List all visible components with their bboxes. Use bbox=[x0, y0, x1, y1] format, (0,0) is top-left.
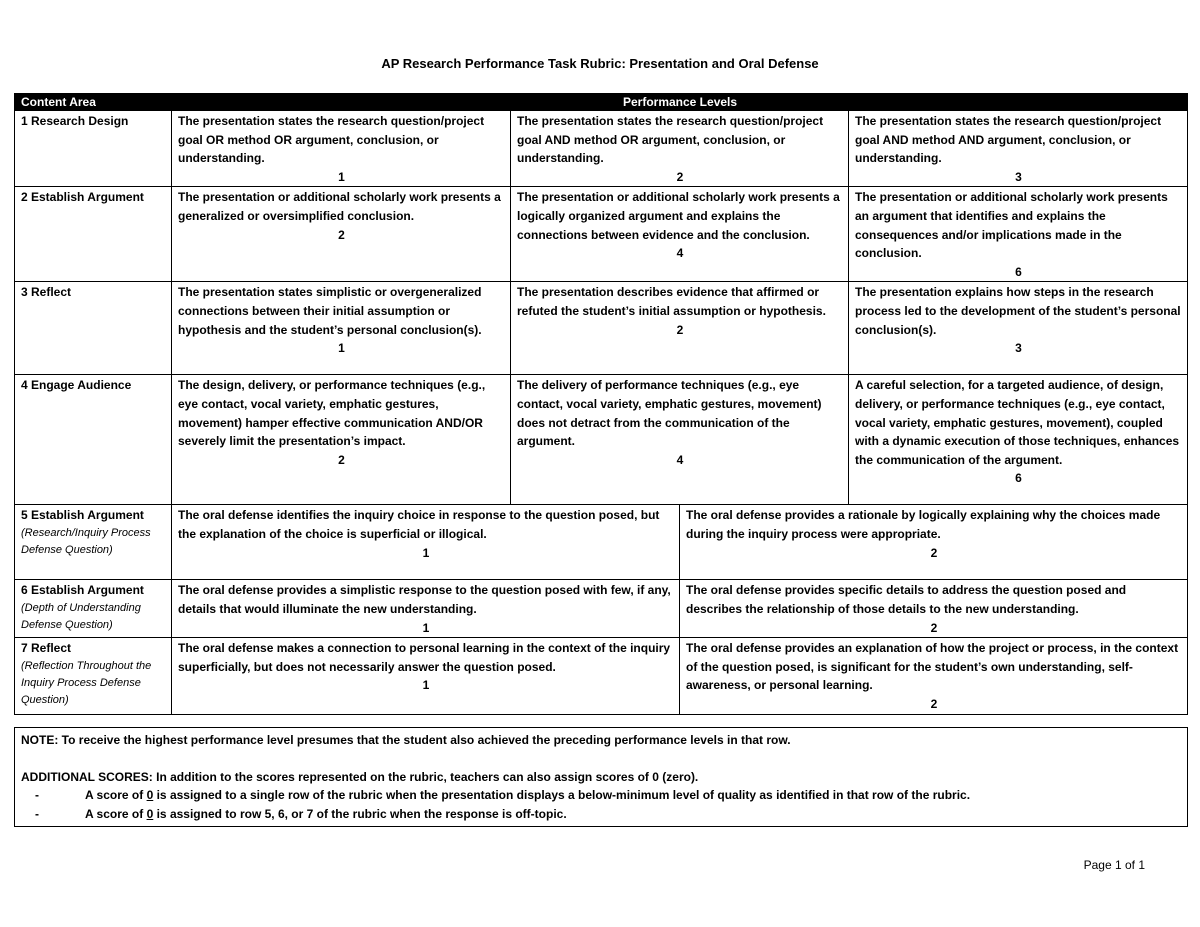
level-cell bbox=[680, 638, 1188, 714]
level-cell bbox=[511, 282, 849, 375]
bullet-text bbox=[85, 805, 567, 824]
level-score: 6 bbox=[1015, 264, 1022, 279]
level-text: The oral defense provides a rationale by logically explaining why the choices made during the inquiry process were appropriate. bbox=[686, 508, 1161, 541]
note-line: NOTE: To receive the highest performance level presumes that the student also achieved the preceding performance levels in that row. bbox=[21, 733, 791, 747]
level-score: 2 bbox=[930, 545, 938, 560]
bullet-item bbox=[21, 805, 1182, 824]
bullet-text-post: is assigned to a single row of the rubric when the presentation displays a below-minimum level of quality as identified in that row of the rubric. bbox=[153, 788, 971, 803]
rubric-row-2 bbox=[15, 187, 1188, 282]
level-text: The presentation explains how steps in the research process led to the development of the student’s personal conclusion(s). bbox=[855, 285, 1181, 337]
rubric-row-4 bbox=[15, 375, 1188, 505]
level-cell bbox=[849, 187, 1188, 282]
rubric-row-7 bbox=[15, 638, 1188, 714]
content-area-label: 7 Reflect bbox=[21, 641, 72, 656]
bullet-dash: - bbox=[35, 806, 39, 821]
level-cell bbox=[680, 505, 1188, 580]
level-score: 2 bbox=[676, 169, 684, 184]
bullet-text-post: is assigned to row 5, 6, or 7 of the rubric when the response is off-topic. bbox=[153, 806, 567, 821]
content-area-label: 6 Establish Argument bbox=[21, 583, 144, 598]
content-area: 3 Reflect bbox=[15, 282, 172, 375]
level-score: 2 bbox=[930, 696, 938, 711]
rubric-row-6 bbox=[15, 580, 1188, 638]
level-cell bbox=[172, 375, 511, 505]
level-cell bbox=[511, 375, 849, 505]
level-score: 2 bbox=[338, 452, 345, 467]
level-cell bbox=[172, 111, 511, 187]
level-text: The presentation or additional scholarly work presents an argument that identifies and explains the consequences and/or implications made in the conclusion. bbox=[855, 190, 1168, 261]
content-area bbox=[15, 580, 172, 638]
level-score: 1 bbox=[422, 620, 430, 635]
rubric-header-row bbox=[15, 94, 1188, 111]
level-text: The oral defense makes a connection to personal learning in the context of the inquiry superficially, but does not necessarily answer the question posed. bbox=[178, 641, 671, 674]
level-score: 3 bbox=[1015, 341, 1022, 356]
header-performance-levels: Performance Levels bbox=[172, 94, 1188, 111]
content-area bbox=[15, 505, 172, 580]
level-score: 2 bbox=[338, 227, 345, 242]
level-cell bbox=[172, 505, 680, 580]
level-cell bbox=[849, 111, 1188, 187]
bullet-text-pre: A score of bbox=[85, 788, 147, 803]
header-content-area: Content Area bbox=[15, 94, 172, 111]
bullet-text bbox=[85, 786, 970, 805]
zero-score: 0 bbox=[146, 806, 154, 821]
content-area-subtitle: (Depth of Understanding Defense Question) bbox=[21, 601, 141, 631]
note-box bbox=[14, 727, 1188, 827]
content-area bbox=[15, 638, 172, 714]
level-text: The presentation states the research question/project goal AND method AND argument, conclusion, or understanding. bbox=[855, 114, 1162, 166]
level-cell bbox=[172, 282, 511, 375]
level-text: The oral defense provides specific details to address the question posed and describes the relationship of those details to the new understanding. bbox=[686, 583, 1127, 616]
level-cell bbox=[849, 375, 1188, 505]
rubric-row-1 bbox=[15, 111, 1188, 187]
level-score: 1 bbox=[338, 169, 345, 184]
content-area: 1 Research Design bbox=[15, 111, 172, 187]
content-area-subtitle: (Research/Inquiry Process Defense Question) bbox=[21, 526, 151, 556]
page-title: AP Research Performance Task Rubric: Presentation and Oral Defense bbox=[381, 56, 819, 71]
level-text: The presentation or additional scholarly work presents a generalized or oversimplified conclusion. bbox=[178, 190, 501, 223]
content-area: 2 Establish Argument bbox=[15, 187, 172, 282]
bullet-text-pre: A score of bbox=[85, 806, 147, 821]
rubric-row-5 bbox=[15, 505, 1188, 580]
level-score: 2 bbox=[930, 620, 938, 635]
level-cell bbox=[172, 580, 680, 638]
content-area-label: 5 Establish Argument bbox=[21, 508, 144, 523]
level-text: The oral defense provides an explanation of how the project or process, in the context of the question posed, is significant for the student’s own understanding, self-awareness, or personal learning. bbox=[686, 641, 1179, 693]
zero-score: 0 bbox=[146, 788, 154, 803]
level-text: The presentation states simplistic or overgeneralized connections between their initial assumption or hypothesis and the student’s personal conclusion(s). bbox=[178, 285, 482, 337]
level-score: 6 bbox=[1015, 471, 1022, 486]
level-score: 1 bbox=[422, 678, 430, 693]
level-cell bbox=[680, 580, 1188, 638]
content-area: 4 Engage Audience bbox=[15, 375, 172, 505]
level-score: 2 bbox=[676, 322, 684, 337]
level-cell bbox=[849, 282, 1188, 375]
level-text: The oral defense identifies the inquiry choice in response to the question posed, but the explanation of the choice is superficial or illogical. bbox=[178, 508, 660, 541]
page-number: Page 1 of 1 bbox=[1083, 858, 1145, 872]
level-text: The presentation or additional scholarly work presents a logically organized argument and explains the connections between evidence and the conclusion. bbox=[517, 190, 840, 242]
level-score: 1 bbox=[338, 341, 345, 356]
level-text: The presentation states the research question/project goal OR method OR argument, conclusion, or understanding. bbox=[178, 114, 485, 166]
level-score: 4 bbox=[676, 452, 684, 467]
rubric-table bbox=[14, 93, 1188, 715]
level-score: 4 bbox=[676, 246, 684, 261]
level-text: The oral defense provides a simplistic response to the question posed with few, if any, details that would illuminate the new understanding. bbox=[178, 583, 671, 616]
level-score: 1 bbox=[422, 545, 430, 560]
level-text: The delivery of performance techniques (e.g., eye contact, vocal variety, emphatic gestures, movement) does not detract from the communication of the argument. bbox=[517, 378, 822, 449]
level-cell bbox=[511, 187, 849, 282]
bullet-item bbox=[21, 786, 1182, 805]
rubric-row-3 bbox=[15, 282, 1188, 375]
level-text: The presentation describes evidence that affirmed or refuted the student’s initial assumption or hypothesis. bbox=[517, 285, 826, 318]
level-text: A careful selection, for a targeted audience, of design, delivery, or performance techniques (e.g., eye contact, vocal variety, emphatic gestures, movement), coupled with a dynamic execution of those techniques, enhances the communication of the argument. bbox=[855, 378, 1180, 467]
level-text: The design, delivery, or performance techniques (e.g., eye contact, vocal variety, emphatic gestures, movement) hamper effective communication AND/OR severely limit the presentation’s impact. bbox=[178, 378, 486, 449]
additional-scores-line: ADDITIONAL SCORES: In addition to the scores represented on the rubric, teachers can also assign scores of 0 (zero). bbox=[21, 769, 699, 784]
content-area-subtitle: (Reflection Throughout the Inquiry Process Defense Question) bbox=[21, 659, 152, 706]
bullet-dash: - bbox=[35, 788, 39, 803]
level-cell bbox=[172, 187, 511, 282]
level-cell bbox=[511, 111, 849, 187]
level-cell bbox=[172, 638, 680, 714]
level-text: The presentation states the research question/project goal AND method OR argument, conclusion, or understanding. bbox=[517, 114, 824, 166]
level-score: 3 bbox=[1015, 169, 1022, 184]
